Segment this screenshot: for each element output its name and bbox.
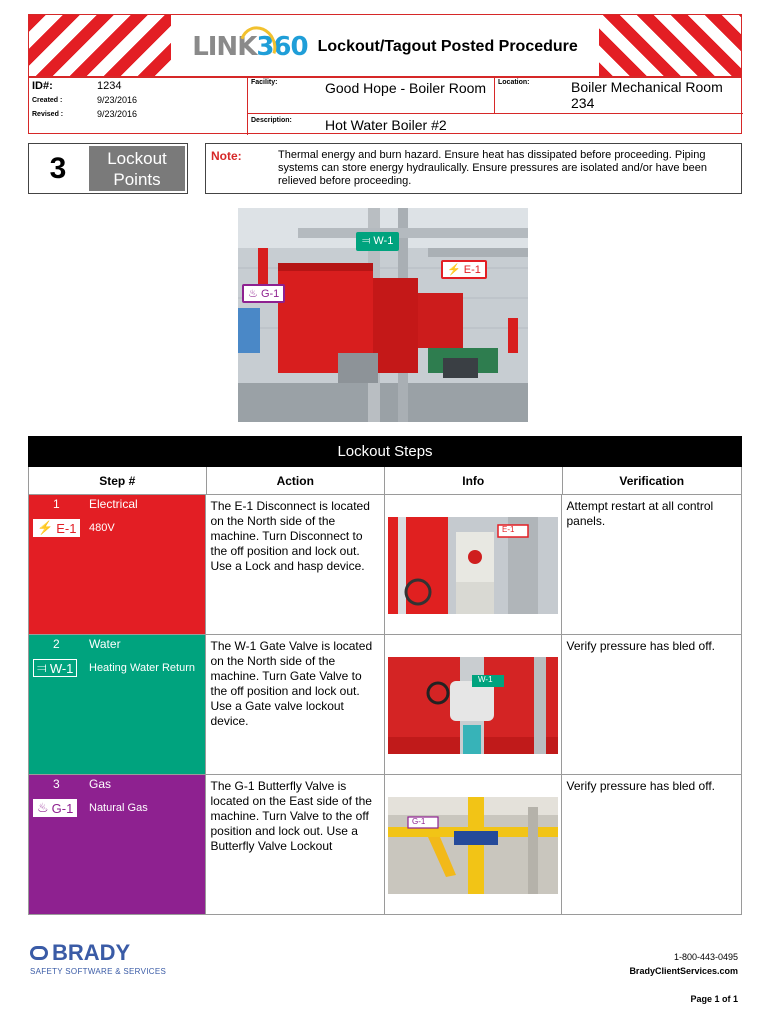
link360-logo: LINK 360 xyxy=(192,32,307,62)
col-action: Action xyxy=(207,467,386,494)
page-number: Page 1 of 1 xyxy=(690,994,738,1004)
verification-cell: Verify pressure has bled off. xyxy=(566,639,716,653)
info-photo-w1: W-1 xyxy=(388,657,558,754)
photo-tag-g1: ♨ G-1 xyxy=(242,284,285,303)
procedure-header xyxy=(28,14,742,78)
gas-icon: ♨ xyxy=(248,288,258,300)
description-value: Hot Water Boiler #2 xyxy=(325,117,447,133)
created-value: 9/23/2016 xyxy=(97,95,138,105)
revised-label: Revised : xyxy=(32,111,64,118)
verification-cell: Attempt restart at all control panels. xyxy=(566,499,714,528)
procedure-info-box xyxy=(28,76,742,134)
lockout-steps-table xyxy=(28,436,742,915)
logo-swoosh-icon xyxy=(233,20,283,71)
table-row xyxy=(28,635,742,775)
boiler-photo xyxy=(238,208,528,422)
water-tap-icon: ⫤ xyxy=(362,235,371,247)
info-photo-e1: E-1 xyxy=(388,517,558,614)
photo-tag-e1: ⚡ E-1 xyxy=(441,260,487,279)
description-label: Description: xyxy=(251,117,292,124)
lockout-points-box xyxy=(28,143,188,194)
table-header-row xyxy=(28,467,742,495)
tag-w1: ⫤ W-1 xyxy=(33,659,77,677)
lockout-points-label: Lockout Points xyxy=(89,146,185,191)
revised-value: 9/23/2016 xyxy=(97,109,138,119)
hazard-note xyxy=(205,143,742,194)
table-row xyxy=(28,775,742,915)
gas-icon: ♨ xyxy=(37,800,49,815)
created-label: Created : xyxy=(32,97,63,104)
table-row xyxy=(28,495,742,635)
step-cell: 1 Electrical ⚡ E-1 480V xyxy=(29,495,206,634)
facility-value: Good Hope - Boiler Room xyxy=(325,80,487,96)
disconnect-illustration xyxy=(388,517,558,614)
butterfly-valve-illustration xyxy=(388,797,558,894)
lockout-points-count: 3 xyxy=(49,151,67,185)
website[interactable]: BradyClientServices.com xyxy=(629,966,738,976)
col-verification: Verification xyxy=(619,473,685,488)
lightning-icon: ⚡ xyxy=(37,520,54,535)
location-value: Boiler Mechanical Room 234 xyxy=(571,79,723,111)
lightning-icon: ⚡ xyxy=(447,264,461,276)
water-tap-icon: ⫤ xyxy=(37,660,47,675)
step-cell: 3 Gas ♨ G-1 Natural Gas xyxy=(29,775,206,914)
action-cell: The G-1 Butterfly Valve is located on the East side of the machine. Turn Valve to the off position and lock out. Use a Butterfly Valve Lockout xyxy=(206,775,385,914)
tag-g1: ♨ G-1 xyxy=(33,799,77,817)
info-cell xyxy=(385,635,562,774)
photo-tag-w1: ⫤ W-1 xyxy=(356,232,399,251)
note-label: Note: xyxy=(211,149,242,163)
brady-logo: BRADY SAFETY SOFTWARE & SERVICES xyxy=(30,940,167,976)
facility-label: Facility: xyxy=(251,79,278,86)
hazard-stripes-right xyxy=(599,15,741,78)
phone-number: 1-800-443-0495 xyxy=(673,952,738,962)
info-cell xyxy=(385,495,562,634)
id-value: 1234 xyxy=(97,80,122,92)
brady-mark-icon xyxy=(30,946,48,960)
hazard-stripes-left xyxy=(29,15,171,78)
id-label: ID#: xyxy=(32,80,53,92)
col-step: Step # xyxy=(29,467,207,494)
note-text: Thermal energy and burn hazard. Ensure heat has dissipated before proceeding. Piping systems can store energy hydraulically. Ensure pressures are isolated and/or have been relieved before proceeding. xyxy=(278,149,708,187)
table-title: Lockout Steps xyxy=(28,436,742,467)
col-info: Info xyxy=(385,467,563,494)
tag-e1: ⚡ E-1 xyxy=(33,519,80,537)
step-cell: 2 Water ⫤ W-1 Heating Water Return xyxy=(29,635,206,774)
contact-info xyxy=(629,950,738,978)
action-cell: The W-1 Gate Valve is located on the North side of the machine. Turn Gate Valve to the off position and lock out. Use a Gate valve lockout device. xyxy=(206,635,385,774)
gate-valve-illustration xyxy=(388,657,558,754)
document-title: Lockout/Tagout Posted Procedure xyxy=(317,38,578,55)
verification-cell: Verify pressure has bled off. xyxy=(566,779,716,793)
action-cell: The E-1 Disconnect is located on the North side of the machine. Turn Disconnect to the off position and lock out. Use a Lock and hasp device. xyxy=(206,495,385,634)
info-cell xyxy=(385,775,562,914)
info-photo-g1: G-1 xyxy=(388,797,558,894)
location-label: Location: xyxy=(498,79,530,86)
